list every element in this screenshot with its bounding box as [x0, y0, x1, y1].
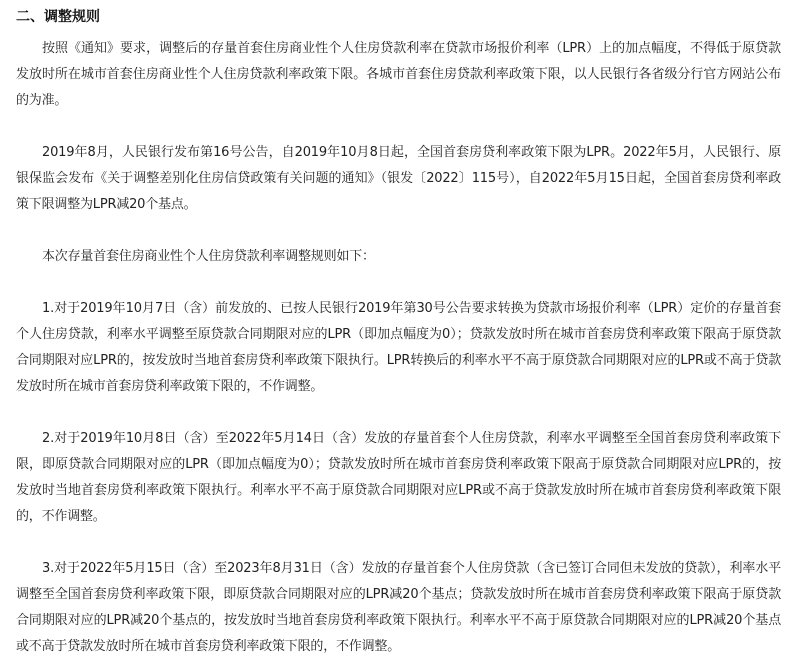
- paragraph-rule-3: 3.对于2022年5月15日（含）至2023年8月31日（含）发放的存量首套个人住房贷款（含已签订合同但未发放的贷款），利率水平调整至全国首套房贷利率政策下限，即原贷款合同期限对应的LPR减20个基点；贷款发放时所在城市首套房贷利率政策下限高于原贷款合同期限对应的LPR减20个基点的，按发放时当地首套房贷利率政策下限执行。利率水平不高于原贷款合同期限对应的LPR减20个基点或不高于贷款发放时所在城市首套房贷利率政策下限的，不作调整。: [16, 561, 781, 654]
- paragraph-rule-2: 2.对于2019年10月8日（含）至2022年5月14日（含）发放的存量首套个人住房贷款，利率水平调整至全国首套房贷利率政策下限，即原贷款合同期限对应的LPR（即加点幅度为0）；贷款发放时所在城市首套房贷利率政策下限高于原贷款合同期限对应LPR的，按发放时当地首套房贷利率政策下限执行。利率水平不高于原贷款合同期限对应LPR或不高于贷款发放时所在城市首套房贷利率政策下限的，不作调整。: [16, 431, 781, 524]
- paragraph-history: 2019年8月，人民银行发布第16号公告，自2019年10月8日起，全国首套房贷利率政策下限为LPR。2022年5月，人民银行、原银保监会发布《关于调整差别化住房信贷政策有关问题的通知》（银发〔2022〕115号），自2022年5月15日起，全国首套房贷利率政策下限调整为LPR减20个基点。: [16, 145, 781, 212]
- paragraph-intro: 按照《通知》要求，调整后的存量首套住房商业性个人住房贷款利率在贷款市场报价利率（LPR）上的加点幅度，不得低于原贷款发放时所在城市首套住房商业性个人住房贷款利率政策下限。各城市首套住房贷款利率政策下限，以人民银行各省级分行官方网站公布的为准。: [16, 41, 781, 108]
- paragraph-rule-1: 1.对于2019年10月7日（含）前发放的、已按人民银行2019年第30号公告要求转换为贷款市场报价利率（LPR）定价的存量首套个人住房贷款，利率水平调整至原贷款合同期限对应的LPR（即加点幅度为0）；贷款发放时所在城市首套房贷利率政策下限高于原贷款合同期限对应LPR的，按发放时当地首套房贷利率政策下限执行。LPR转换后的利率水平不高于原贷款合同期限对应的LPR或不高于贷款发放时所在城市首套房贷利率政策下限的，不作调整。: [16, 301, 781, 394]
- section-title: 二、调整规则: [16, 9, 100, 25]
- paragraph-rules-lead: 本次存量首套住房商业性个人住房贷款利率调整规则如下：: [42, 249, 375, 264]
